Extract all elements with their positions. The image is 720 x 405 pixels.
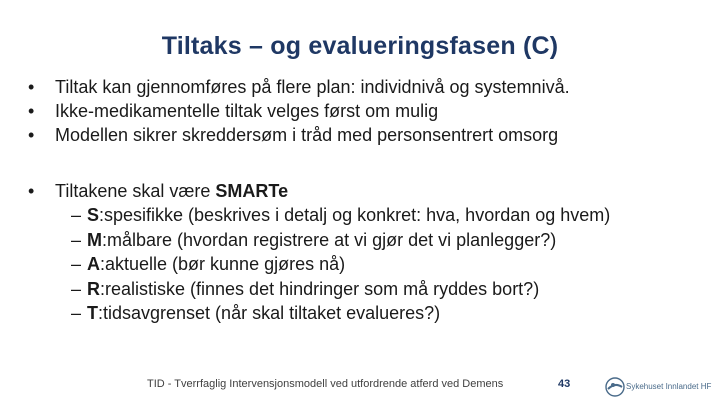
smart-intro-text: Tiltakene skal være [55,181,216,201]
bullet-item [28,75,708,99]
logo-text: Sykehuset Innlandet HF [626,382,712,391]
smart-item-text: :målbare (hvordan registrere at vi gjør det vi planlegger?) [102,229,557,250]
dash-marker: – [71,303,82,323]
smart-item [28,277,718,302]
smart-item [28,203,718,228]
dash-marker: – [71,278,82,299]
bullet-marker: • [28,181,35,201]
smart-item-text: :spesifikke (beskrives i detalj og konkret: hva, hvordan og hvem) [99,205,611,225]
bullet-item [28,123,708,147]
smart-item [28,252,718,277]
page-number: 43 [558,378,571,390]
smart-letter: A [87,254,100,274]
smart-item-text: :aktuelle (bør kunne gjøres nå) [100,254,346,274]
bullet-text: Tiltak kan gjennomføres på flere plan: individnivå og systemnivå. [55,77,570,97]
footer-text: TID - Tverrfaglig Intervensjonsmodell ved utfordrende atferd ved Demens [147,378,504,390]
smart-item-text: :realistiske (finnes det hindringer som må ryddes bort?) [100,278,540,299]
smart-letter: T [87,303,98,323]
dash-marker: – [71,254,82,274]
slide-title: Tiltaks – og evalueringsfasen (C) [161,32,559,60]
logo-mark-icon [604,376,626,398]
bullet-marker: • [28,125,35,145]
smart-item-text: :tidsavgrenset (når skal tiltaket evalueres?) [98,303,441,323]
bullet-marker: • [28,101,35,121]
smart-intro-bold: SMARTe [215,181,289,201]
bullet-marker: • [28,77,35,97]
smart-item [28,301,718,326]
bullet-list [28,75,708,147]
bullet-item [28,99,708,123]
dash-marker: – [71,205,82,225]
smart-list [28,179,718,326]
smart-letter: R [87,278,100,299]
smart-letter: S [87,205,100,225]
sykehuset-innlandet-logo [604,376,714,398]
bullet-text: Modellen sikrer skreddersøm i tråd med personsentrert omsorg [55,125,559,145]
smart-intro [28,179,718,203]
smart-letter: M [87,229,102,250]
dash-marker: – [71,229,82,250]
smart-item [28,228,718,253]
bullet-text: Ikke-medikamentelle tiltak velges først om mulig [55,101,439,121]
